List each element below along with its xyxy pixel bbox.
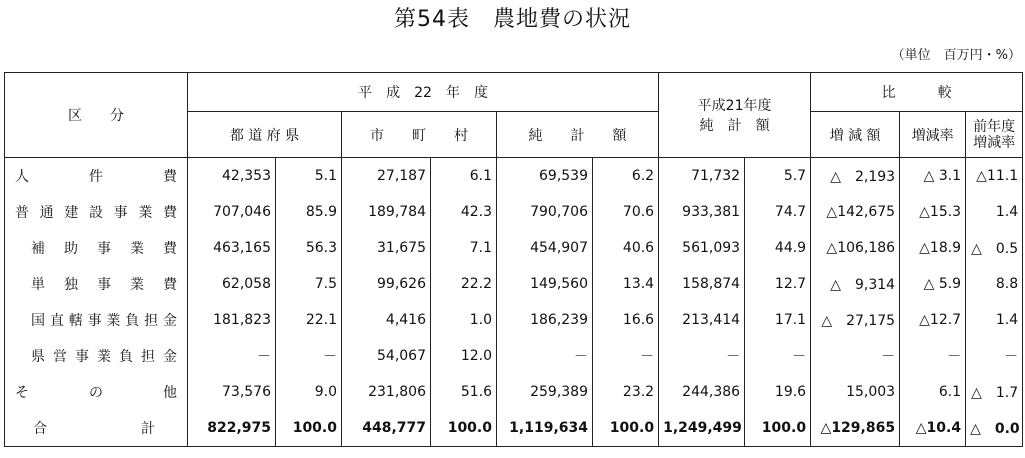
cell-value: 12.0 [431,338,497,374]
header-year21 [659,73,811,158]
header-net-total: 純 計 額 [497,112,659,158]
cell-value: 259,389 [497,374,593,410]
cell-value: 231,806 [342,374,431,410]
cell-value: 8.8 [966,266,1023,302]
header-year21-line2: 純 計 額 [699,118,770,134]
cell-value: △ 9,314 [811,266,900,302]
cell-value: 1,119,634 [497,410,593,447]
page-title: 第54表 農地費の状況 [394,7,631,32]
cell-value: 463,165 [188,230,276,266]
cell-value: △10.4 [900,410,966,447]
cell-value: △106,186 [811,230,900,266]
cell-value: 1,249,499 [659,410,745,447]
cell-value: － [497,338,593,374]
cell-value: 6.2 [593,158,659,195]
cell-value: △ 0.0 [966,410,1023,447]
table-row-independent [5,266,1023,302]
header-year22: 平 成 22 年 度 [188,73,659,112]
cell-value: 22.1 [276,302,342,338]
cell-value: 12.7 [745,266,811,302]
cell-value: 22.2 [431,266,497,302]
header-prev-rate-line2: 増減率 [973,134,1016,151]
header-prefecture: 都 道 府 県 [188,112,342,158]
cell-value: 15,003 [811,374,900,410]
table-row-prefectural-burden [5,338,1023,374]
cell-value: 54,067 [342,338,431,374]
header-prev-rate [966,112,1023,158]
header-comparison: 比 較 [811,73,1023,112]
cell-value: 100.0 [745,410,811,447]
cell-value: 100.0 [431,410,497,447]
farmland-cost-table [4,72,1023,447]
cell-value: － [811,338,900,374]
cell-value: 790,706 [497,194,593,230]
cell-value: 213,414 [659,302,745,338]
cell-value: △12.7 [900,302,966,338]
table-row-construction [5,194,1023,230]
cell-value: 561,093 [659,230,745,266]
cell-value: 23.2 [593,374,659,410]
cell-value: 42,353 [188,158,276,195]
cell-value: 933,381 [659,194,745,230]
cell-value: △18.9 [900,230,966,266]
cell-value: 85.9 [276,194,342,230]
cell-value: 158,874 [659,266,745,302]
cell-value: 70.6 [593,194,659,230]
cell-value: △11.1 [966,158,1023,195]
cell-value: 5.7 [745,158,811,195]
cell-value: △ 3.1 [900,158,966,195]
cell-value: △ 5.9 [900,266,966,302]
cell-value: － [745,338,811,374]
header-year21-line1: 平成21年度 [697,98,772,114]
cell-value: 448,777 [342,410,431,447]
row-label: その他 [15,385,177,401]
cell-value: 71,732 [659,158,745,195]
cell-value: 69,539 [497,158,593,195]
cell-value: 9.0 [276,374,342,410]
cell-value: 51.6 [431,374,497,410]
cell-value: 822,975 [188,410,276,447]
cell-value: 31,675 [342,230,431,266]
row-label: 人件費 [5,158,188,195]
cell-value: 1.4 [966,302,1023,338]
table-row-subsidy [5,230,1023,266]
cell-value: △ 27,175 [811,302,900,338]
cell-value: 73,576 [188,374,276,410]
header-prev-rate-line1: 前年度 [973,118,1016,135]
row-label: 単独事業費 [31,277,177,293]
cell-value: 56.3 [276,230,342,266]
cell-value: 5.1 [276,158,342,195]
header-category: 区 分 [5,73,188,158]
cell-value: 244,386 [659,374,745,410]
cell-value: 100.0 [593,410,659,447]
header-change-amount: 増 減 額 [811,112,900,158]
table-row-personnel [5,158,1023,195]
cell-value: 19.6 [745,374,811,410]
cell-value: － [659,338,745,374]
cell-value: △ 2,193 [811,158,900,195]
cell-value: 99,626 [342,266,431,302]
cell-value: 6.1 [900,374,966,410]
unit-note: （単位 百万円・%） [891,48,1021,63]
header-municipality: 市 町 村 [342,112,497,158]
cell-value: － [276,338,342,374]
header-change-rate: 増減率 [900,112,966,158]
cell-value: 44.9 [745,230,811,266]
cell-value: 7.1 [431,230,497,266]
cell-value: △ 1.7 [966,374,1023,410]
cell-value: － [900,338,966,374]
row-label: 補助事業費 [31,241,177,257]
cell-value: 454,907 [497,230,593,266]
cell-value: 189,784 [342,194,431,230]
row-label: 普通建設事業費 [15,205,177,221]
cell-value: △142,675 [811,194,900,230]
table-row-total [5,410,1023,447]
cell-value: △ 0.5 [966,230,1023,266]
cell-value: － [593,338,659,374]
cell-value: 1.0 [431,302,497,338]
table-row-national-burden [5,302,1023,338]
cell-value: △129,865 [811,410,900,447]
cell-value: 40.6 [593,230,659,266]
cell-value: 74.7 [745,194,811,230]
row-label: 県営事業負担金 [31,349,177,365]
cell-value: △15.3 [900,194,966,230]
cell-value: 149,560 [497,266,593,302]
cell-value: 6.1 [431,158,497,195]
cell-value: 62,058 [188,266,276,302]
cell-value: 100.0 [276,410,342,447]
row-label: 国直轄事業負担金 [31,313,177,329]
cell-value: 4,416 [342,302,431,338]
cell-value: 707,046 [188,194,276,230]
cell-value: 27,187 [342,158,431,195]
row-label: 合計 [33,421,155,437]
cell-value: － [966,338,1023,374]
cell-value: 186,239 [497,302,593,338]
cell-value: 17.1 [745,302,811,338]
cell-value: 7.5 [276,266,342,302]
table-row-other [5,374,1023,410]
cell-value: 42.3 [431,194,497,230]
cell-value: 181,823 [188,302,276,338]
cell-value: 16.6 [593,302,659,338]
cell-value: 13.4 [593,266,659,302]
cell-value: － [188,338,276,374]
cell-value: 1.4 [966,194,1023,230]
